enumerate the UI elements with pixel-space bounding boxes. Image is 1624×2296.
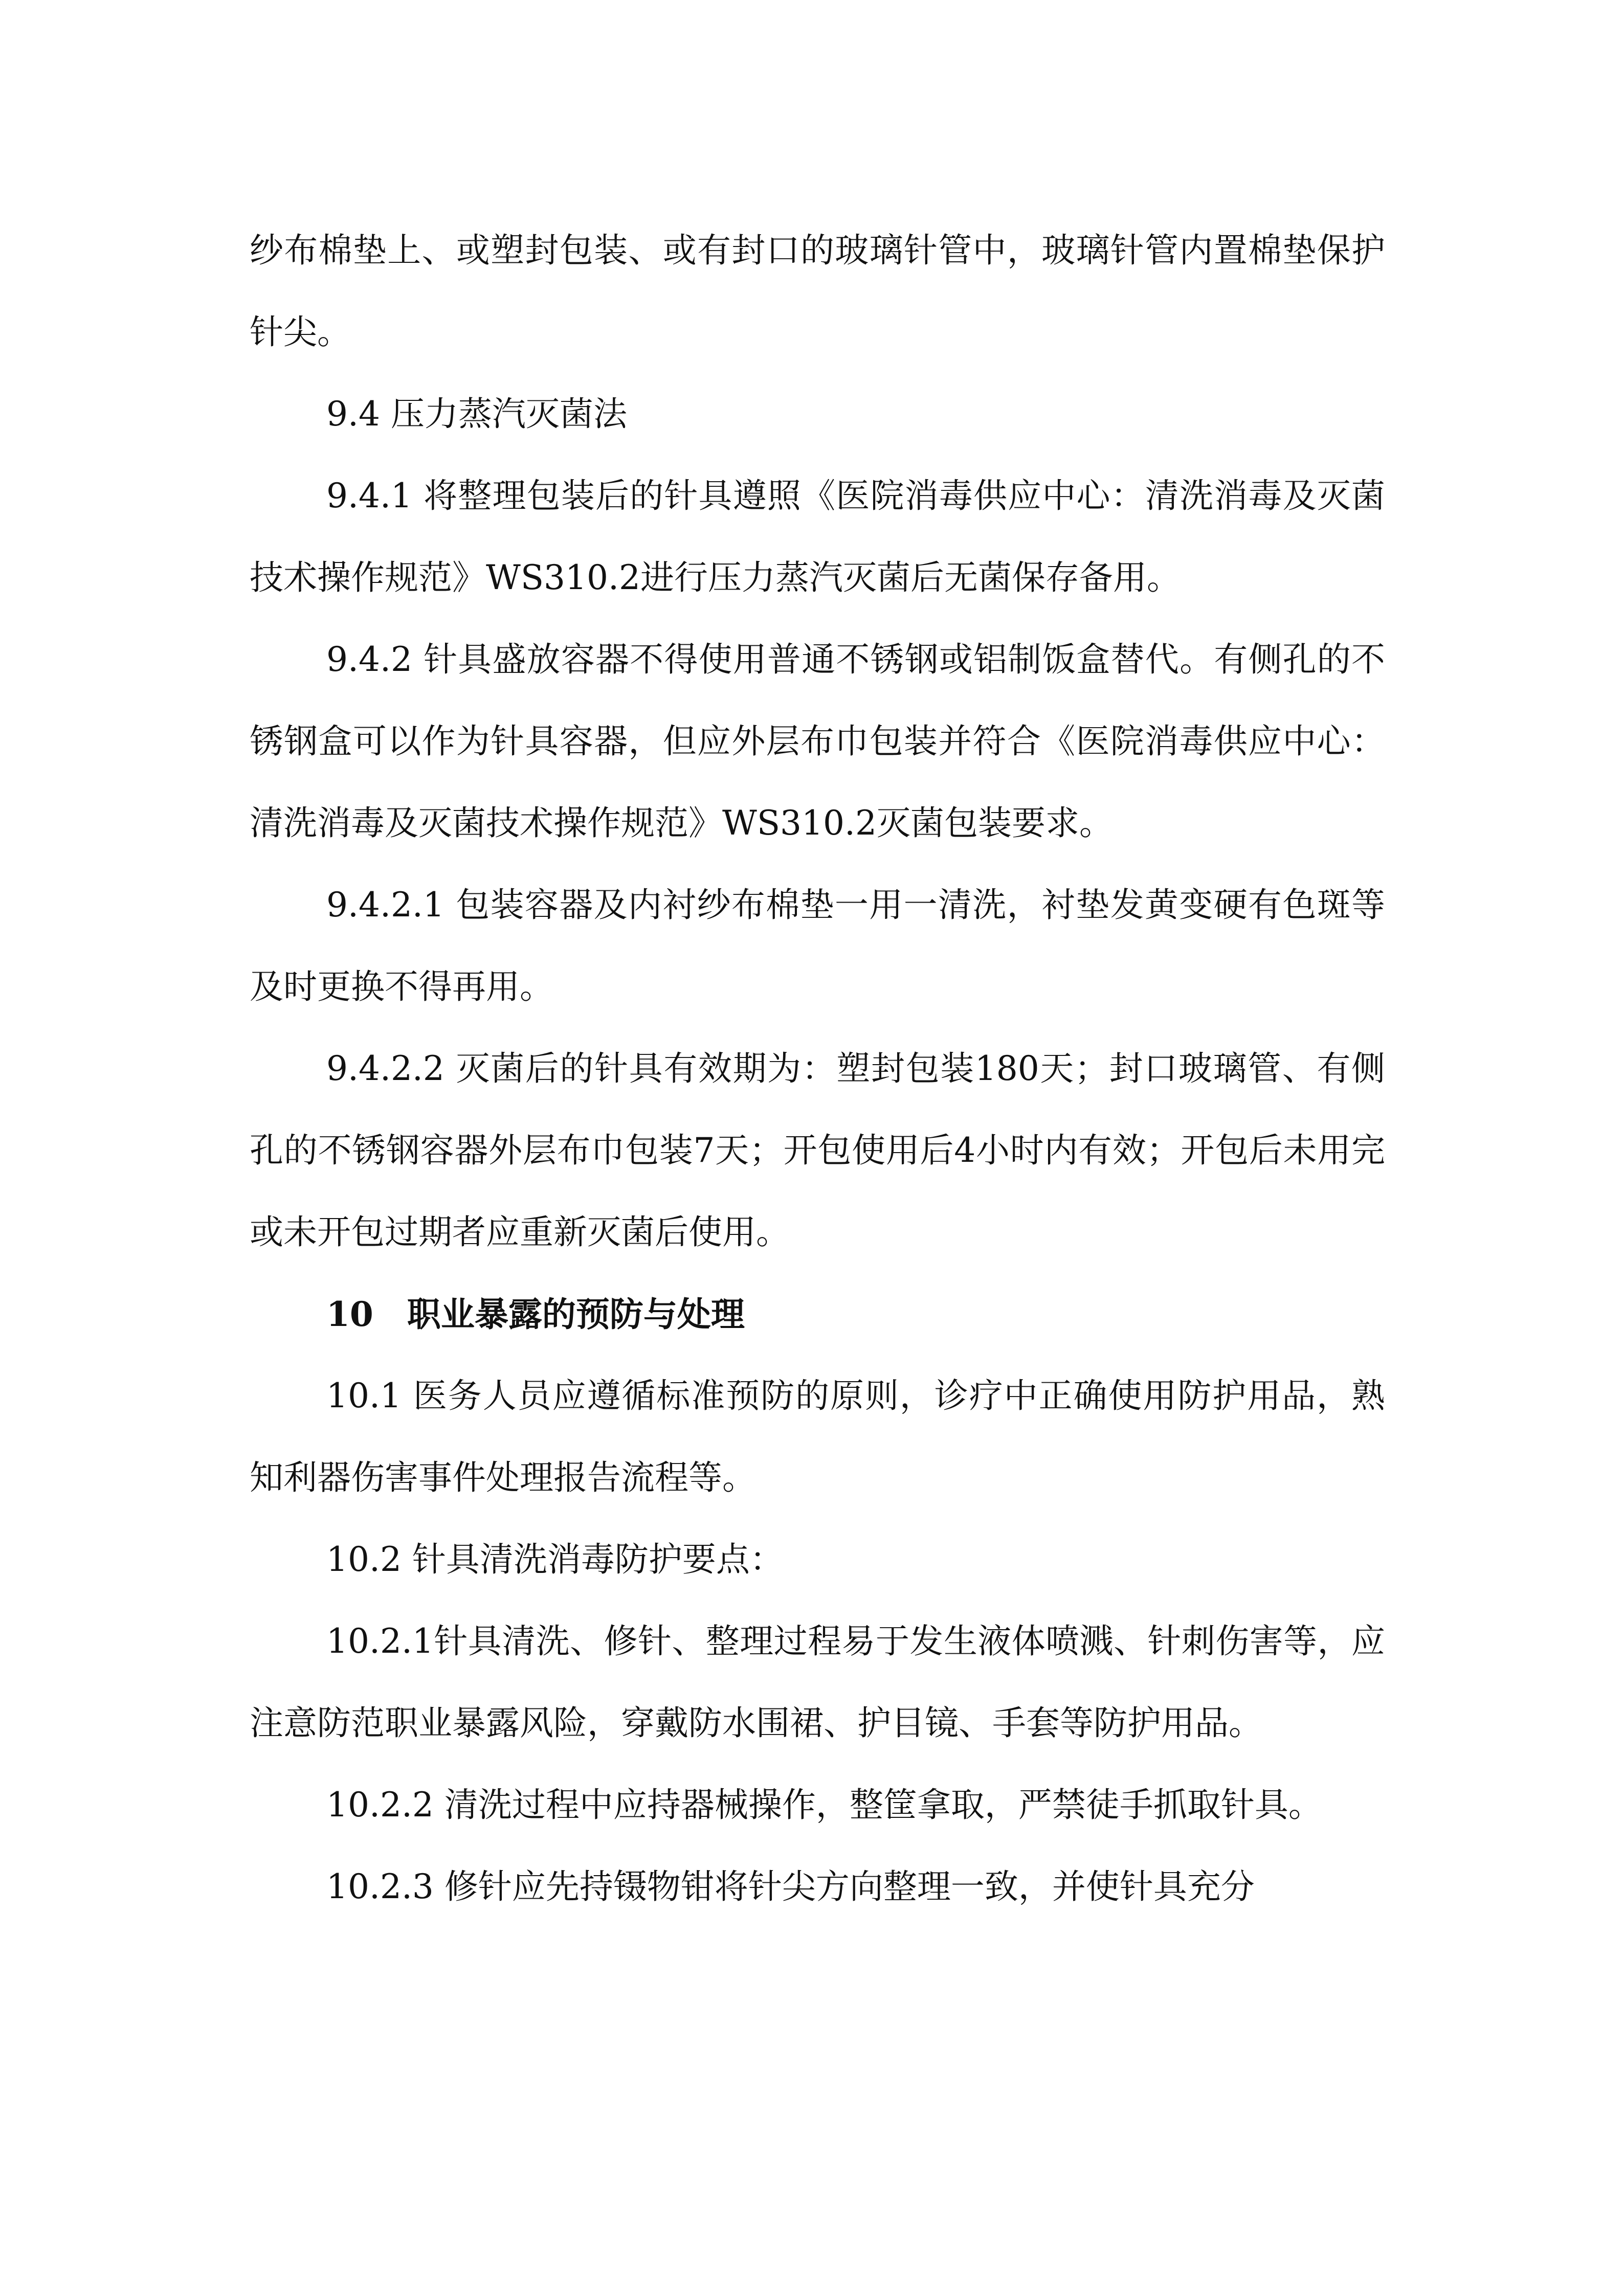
- paragraph-10-2-2: 10.2.2 清洗过程中应持器械操作，整筐拿取，严禁徒手抓取针具。: [326, 1785, 1322, 1825]
- paragraph-continuation: 纱布棉垫上、或塑封包装、或有封口的玻璃针管中，玻璃针管内置棉垫保护针尖。: [250, 231, 1385, 352]
- section-heading-9-4: 9.4 压力蒸汽灭菌法: [326, 394, 627, 434]
- paragraph-10-2-3: 10.2.3 修针应先持镊物钳将针尖方向整理一致，并使针具充分: [326, 1867, 1255, 1906]
- paragraph-10-2: 10.2 针具清洗消毒防护要点：: [326, 1540, 784, 1579]
- paragraph-10-1: 10.1 医务人员应遵循标准预防的原则，诊疗中正确使用防护用品，熟知利器伤害事件处理报告流程等。: [250, 1376, 1385, 1497]
- paragraph-9-4-2-2: 9.4.2.2 灭菌后的针具有效期为：塑封包装180天；封口玻璃管、有侧孔的不锈钢容器外层布巾包装7天；开包使用后4小时内有效；开包后未用完或未开包过期者应重新灭菌后使用。: [250, 1049, 1385, 1252]
- paragraph-9-4-1: 9.4.1 将整理包装后的针具遵照《医院消毒供应中心：清洗消毒及灭菌技术操作规范》WS310.2进行压力蒸汽灭菌后无菌保存备用。: [250, 476, 1385, 597]
- paragraph-9-4-2: 9.4.2 针具盛放容器不得使用普通不锈钢或铝制饭盒替代。有侧孔的不锈钢盒可以作为针具容器，但应外层布巾包装并符合《医院消毒供应中心：清洗消毒及灭菌技术操作规范》WS310.2灭菌包装要求。: [250, 640, 1385, 843]
- paragraph-10-2-1: 10.2.1针具清洗、修针、整理过程易于发生液体喷溅、针刺伤害等，应注意防范职业暴露风险，穿戴防水围裙、护目镜、手套等防护用品。: [250, 1622, 1385, 1743]
- section-heading-10: 10 职业暴露的预防与处理: [326, 1294, 745, 1334]
- document-body: [250, 210, 1385, 1928]
- paragraph-9-4-2-1: 9.4.2.1 包装容器及内衬纱布棉垫一用一清洗，衬垫发黄变硬有色斑等及时更换不得再用。: [250, 885, 1385, 1006]
